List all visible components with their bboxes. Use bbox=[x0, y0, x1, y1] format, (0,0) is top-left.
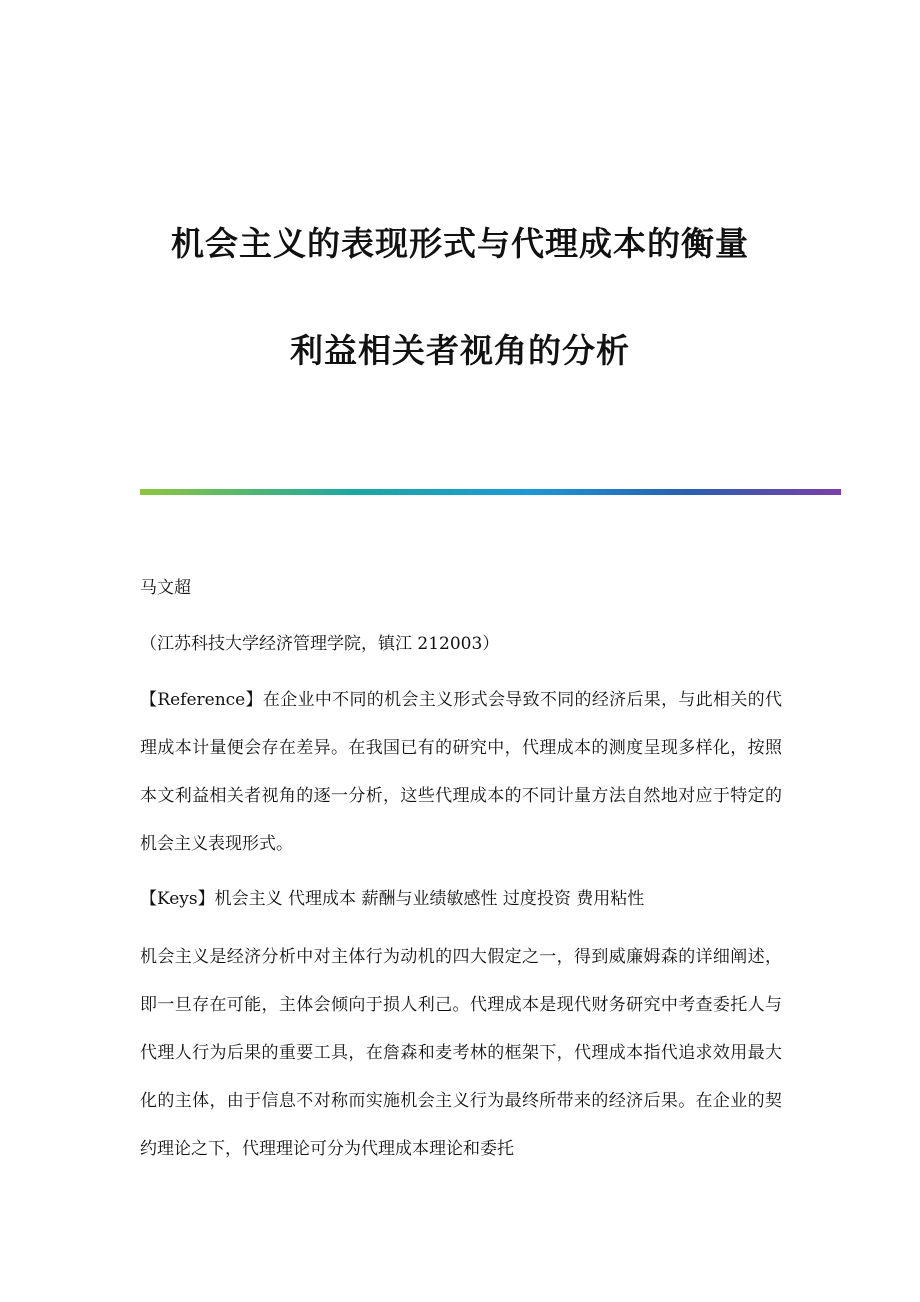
keywords-label: 【Keys】 bbox=[140, 889, 215, 909]
abstract-paragraph bbox=[140, 676, 782, 868]
gradient-divider bbox=[140, 489, 841, 495]
document-title-line-1: 机会主义的表现形式与代理成本的衡量 bbox=[171, 224, 749, 263]
keywords-text: 机会主义 代理成本 薪酬与业绩敏感性 过度投资 费用粘性 bbox=[214, 889, 645, 909]
abstract-text: 在企业中不同的机会主义形式会导致不同的经济后果，与此相关的代理成本计量便会存在差异。在我国已有的研究中，代理成本的测度呈现多样化，按照本文利益相关者视角的逐一分析，这些代理成本的不同计量方法自然地对应于特定的机会主义表现形式。 bbox=[140, 690, 782, 854]
body-paragraph: 机会主义是经济分析中对主体行为动机的四大假定之一，得到威廉姆森的详细阐述，即一旦存在可能，主体会倾向于损人利己。代理成本是现代财务研究中考查委托人与代理人行为后果的重要工具，在詹森和麦考林的框架下，代理成本指代追求效用最大化的主体，由于信息不对称而实施机会主义行为最终所带来的经济后果。在企业的契约理论之下，代理理论可分为代理成本理论和委托 bbox=[140, 947, 782, 1159]
abstract-label: 【Reference】 bbox=[140, 690, 263, 710]
document-title-line-2: 利益相关者视角的分析 bbox=[290, 331, 630, 370]
keywords-paragraph bbox=[140, 875, 782, 923]
author-affiliation: （江苏科技大学经济管理学院，镇江 212003） bbox=[140, 634, 500, 654]
author-name: 马文超 bbox=[140, 578, 191, 598]
